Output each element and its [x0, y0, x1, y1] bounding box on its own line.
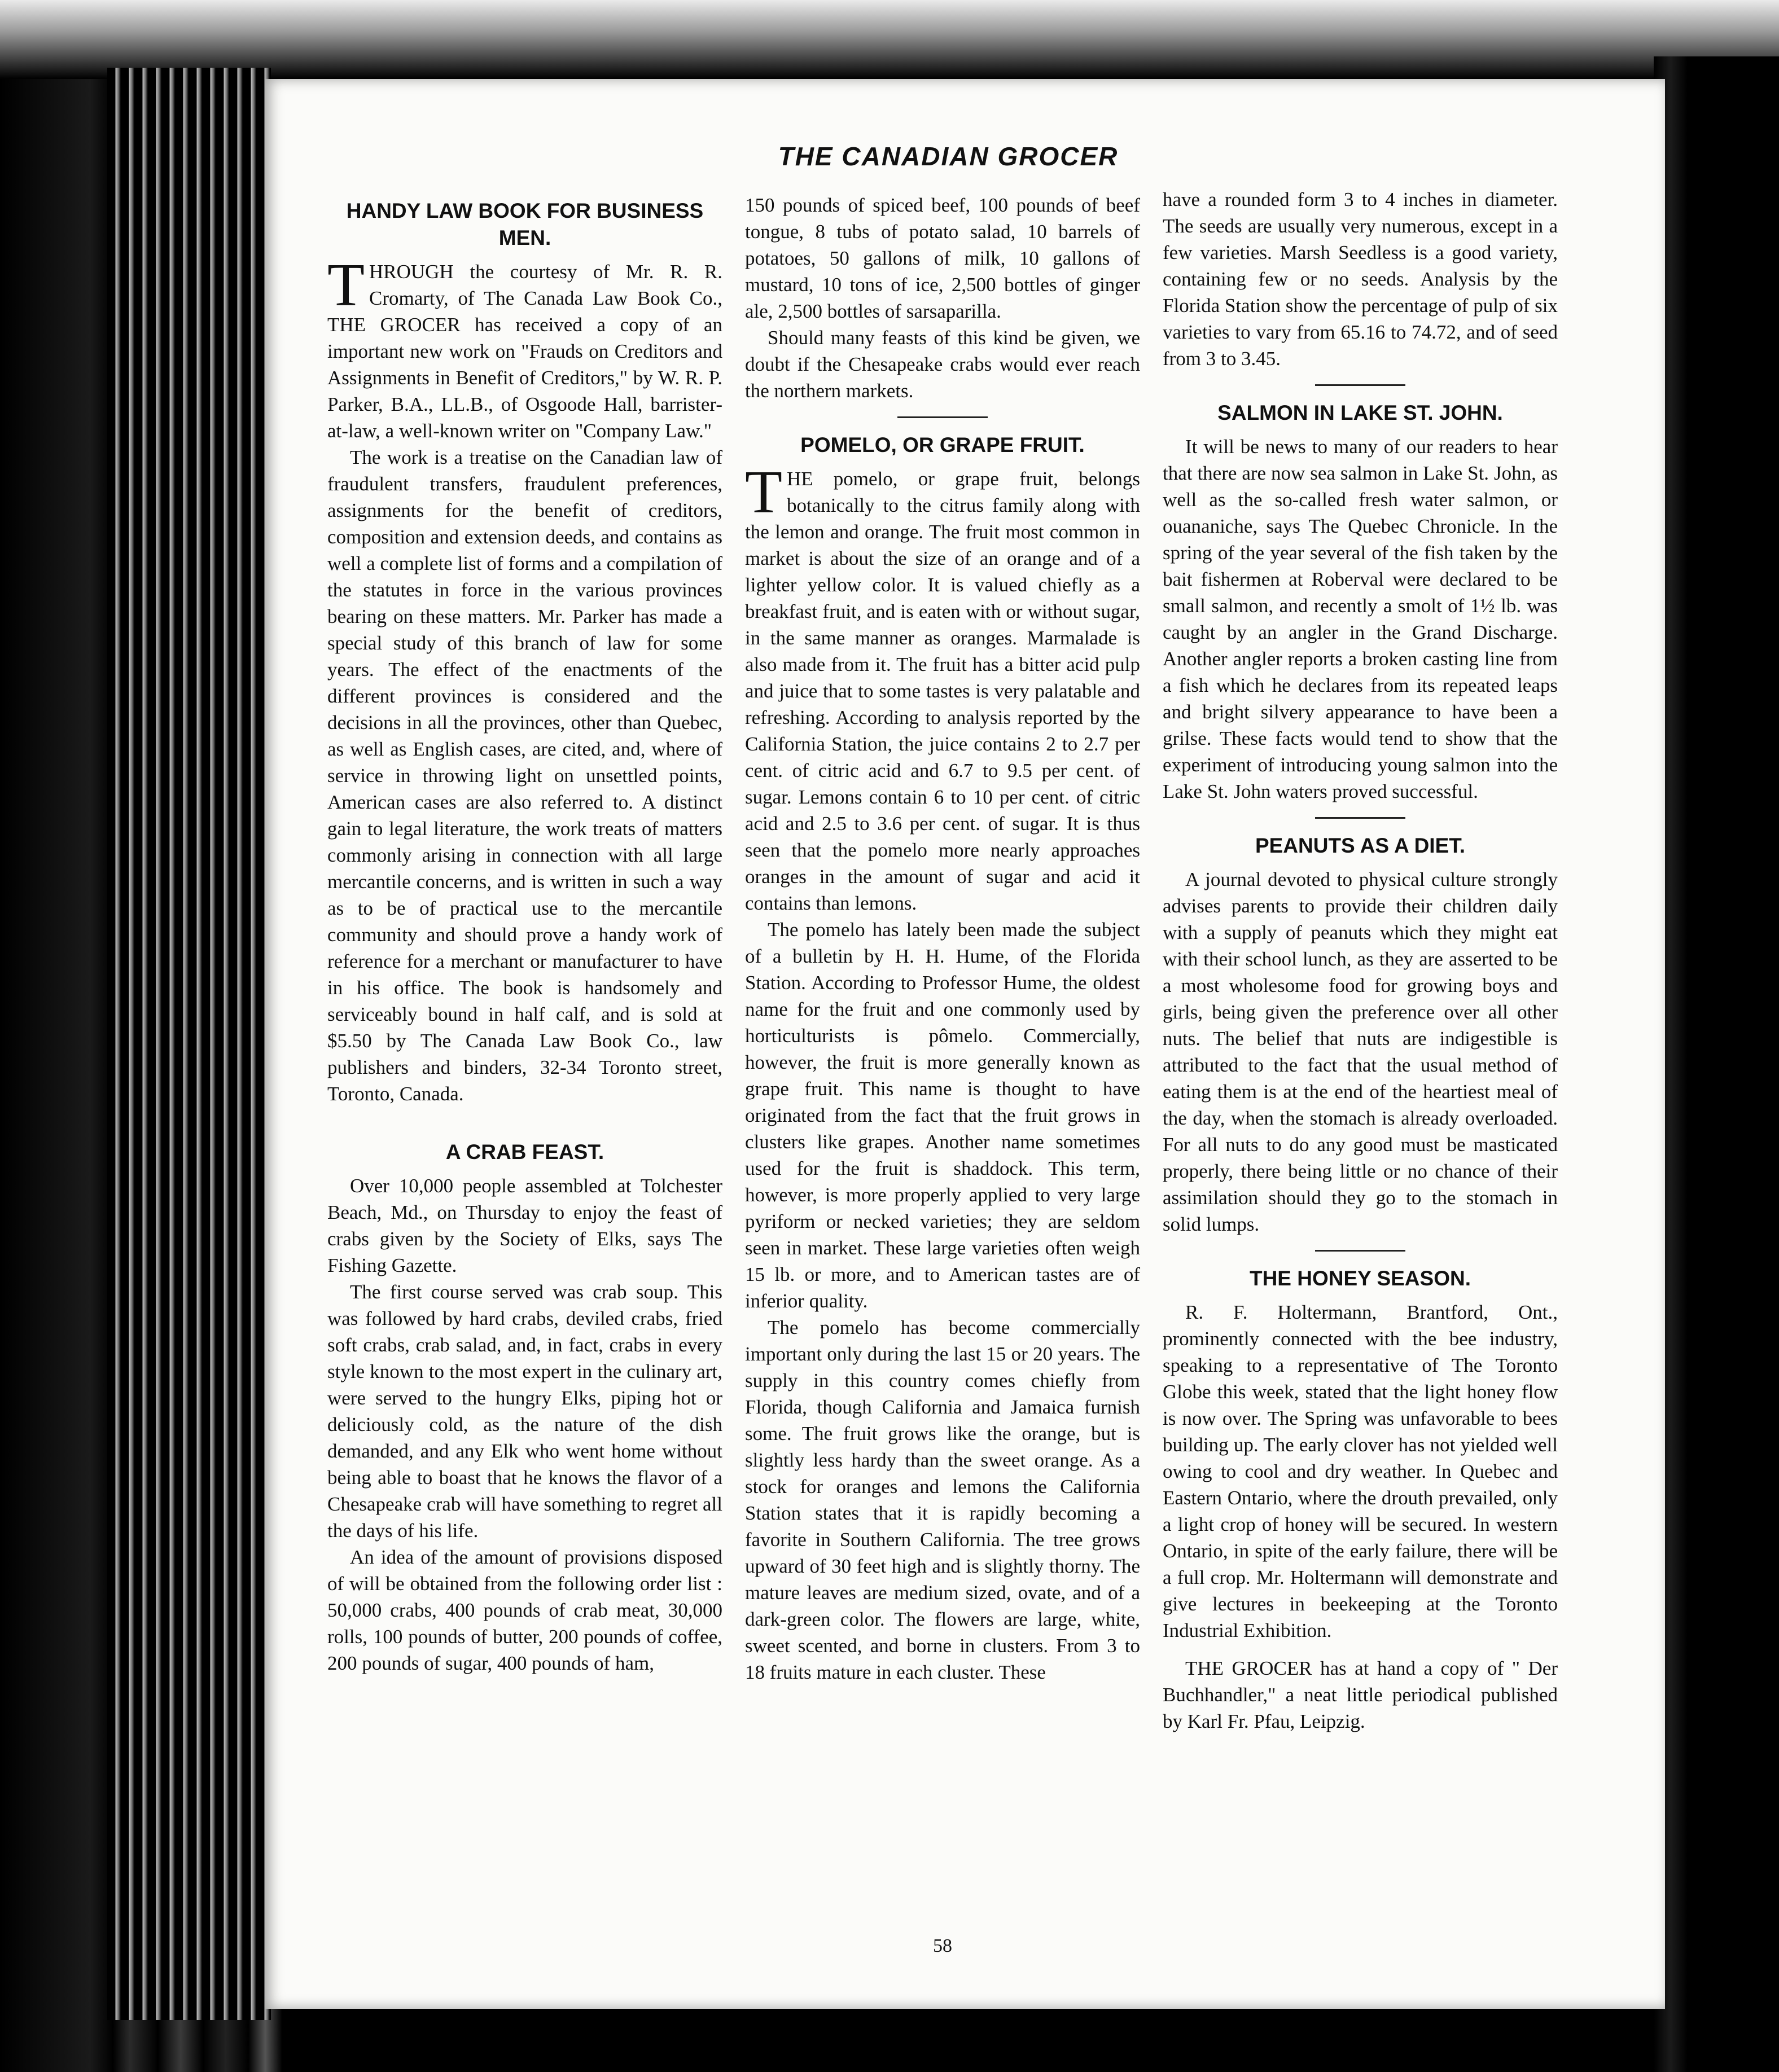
article-paragraph: The first course served was crab soup. This was followed by hard crabs, deviled crabs, fried soft crabs, crab salad, and, in fact, crabs in every style known to the most expert in the culinary art, were served to the hungry Elks, piping hot or deliciously cold, as the nature of the dish demanded, and any Elk who went home without being able to boast that he knows the flavor of a Chesapeake crab will have something to regret all the days of his life. — [327, 1281, 722, 1542]
article-paragraph: Over 10,000 people assembled at Tolchester Beach, Md., on Thursday to enjoy the feast of crabs given by the Society of Elks, says The Fishing Gazette. — [327, 1175, 722, 1276]
drop-cap: T — [327, 252, 365, 319]
article-title-peanuts: PEANUTS AS A DIET. — [1255, 834, 1466, 857]
article-paragraph: 150 pounds of spiced beef, 100 pounds of beef tongue, 8 tubs of potato salad, 10 barrels of potatoes, 50 gallons of milk, 10 gallons of mustard, 10 tons of ice, 2,500 bottles of ginger ale, 2,500 bottles of sarsaparilla. — [745, 194, 1140, 322]
section-rule — [1315, 817, 1405, 819]
column-2 — [745, 192, 1140, 1685]
section-rule — [1315, 1250, 1405, 1252]
article-paragraph — [327, 252, 722, 444]
paragraph-text: HE pomelo, or grape fruit, belongs botanically to the citrus family along with the lemon and orange. The fruit most common in market is about the size of an orange and of a lighter yellow color. It is valued chiefly as a breakfast fruit, and is eaten with or without sugar, in the same manner as oranges. Marmalade is also made from it. The fruit has a bitter acid pulp and juice that to some tastes is very palatable and refreshing. According to analysis reported by the California Station, the juice contains 2 to 2.7 per cent. of citric acid and 6.7 to 9.5 per cent. of sugar. Lemons contain 6 to 10 per cent. of citric acid and 2.5 to 3.6 per cent. of sugar. It is thus seen that the pomelo more nearly approaches oranges in the amount of sugar and acid it contains than lemons. — [745, 468, 1140, 914]
paragraph-text: HROUGH the courtesy of Mr. R. R. Cromarty, of The Canada Law Book Co., THE GROCER has received a copy of an important new work on "Frauds on Creditors and Assignments in Benefit of Creditors," by W. R. P. Parker, B.A., LL.B., of Osgoode Hall, barrister-at-law, a well-known writer on "Company Law." — [327, 261, 722, 442]
drop-cap: T — [745, 459, 782, 526]
article-paragraph: THE GROCER has at hand a copy of " Der Buchhandler," a neat little periodical published by Karl Fr. Pfau, Leipzig. — [1163, 1657, 1558, 1732]
page-number: 58 — [933, 1935, 952, 1956]
article-paragraph: The pomelo has become commercially important only during the last 15 or 20 years. The supply in this country comes chiefly from Florida, though California and Jamaica furnish some. The fruit grows like the orange, but is slightly less hardy than the sweet orange. As a stock for oranges and lemons the California Station states that it is rapidly becoming a favorite in Southern California. The tree grows upward of 30 feet high and is slightly thorny. The mature leaves are medium sized, ovate, and of a dark-green color. The flowers are large, white, sweet scented, and borne in clusters. From 3 to 18 fruits mature in each cluster. These — [745, 1316, 1140, 1683]
column-3 — [1163, 186, 1558, 1735]
article-paragraph: An idea of the amount of provisions disposed of will be obtained from the following order list : 50,000 crabs, 400 pounds of crab meat, 30,000 rolls, 100 pounds of butter, 200 pounds of coffee, 200 pounds of sugar, 400 pounds of ham, — [327, 1546, 722, 1674]
running-head: THE CANADIAN GROCER — [778, 142, 1119, 171]
column-1 — [327, 197, 722, 1676]
article-paragraph: It will be news to many of our readers to hear that there are now sea salmon in Lake St. John, as well as the so-called fresh water salmon, or ouananiche, says The Quebec Chronicle. In the spring of the year several of the fish taken by the bait fishermen at Roberval were declared to be small salmon, and recently a smolt of 1½ lb. was caught by an angler in the Grand Discharge. Another angler reports a broken casting line from a fish which he declares from its repeated leaps and bright silvery appearance to have been a grilse. These facts would tend to show that the experiment of introducing young salmon into the Lake St. John waters proved successful. — [1163, 436, 1558, 802]
article-title-honey: THE HONEY SEASON. — [1249, 1267, 1471, 1290]
book-page-edges — [107, 68, 271, 2020]
section-rule — [897, 416, 988, 418]
article-paragraph: R. F. Holtermann, Brantford, Ont., prominently connected with the bee industry, speaking to a representative of The Toronto Globe this week, stated that the light honey flow is now over. The Spring was unfavorable to bees building up. The early clover has not yielded well owing to cool and dry weather. In Quebec and Eastern Ontario, where the drouth prevailed, only a light crop of honey will be secured. In western Ontario, in spite of the early failure, there will be a full crop. Mr. Holtermann will demonstrate and give lectures in beekeeping at the Toronto Industrial Exhibition. — [1163, 1301, 1558, 1641]
article-title-salmon: SALMON IN LAKE ST. JOHN. — [1217, 401, 1503, 424]
article-title-law-book: HANDY LAW BOOK FOR BUSINESS MEN. — [346, 199, 704, 249]
article-paragraph: have a rounded form 3 to 4 inches in diameter. The seeds are usually very numerous, except in a few varieties. Marsh Seedless is a good variety, containing few or no seeds. Analysis by the Florida Station show the percentage of pulp of six varieties to vary from 65.16 to 74.72, and of seed from 3 to 3.45. — [1163, 188, 1558, 370]
article-title-crab-feast: A CRAB FEAST. — [445, 1140, 604, 1164]
book-page — [265, 79, 1665, 2009]
section-rule — [1315, 384, 1405, 386]
article-paragraph: The work is a treatise on the Canadian law of fraudulent transfers, fraudulent preferences, assignments for the benefit of creditors, composition and extension deeds, and contains as well a complete list of forms and a compilation of the statutes in force in the various provinces bearing on these matters. Mr. Parker has made a special study of this branch of law for some years. The effect of the enactments of the different provinces is considered and the decisions in all the provinces, other than Quebec, as well as English cases, are cited, and, where of service in throwing light on unsettled points, American cases are also referred to. A distinct gain to legal literature, the work treats of matters commonly arising in connection with all large mercantile concerns, and is written in such a way as to be of practical use to the mercantile community and should prove a handy work of reference for a merchant or manufacturer to have in his office. The book is handsomely and serviceably bound in half calf, and is sold at $5.50 by The Canada Law Book Co., law publishers and binders, 32-34 Toronto street, Toronto, Canada. — [327, 446, 722, 1105]
article-paragraph: Should many feasts of this kind be given, we doubt if the Chesapeake crabs would ever reach the northern markets. — [745, 327, 1140, 402]
scan-top-edge — [0, 0, 1779, 79]
article-paragraph — [745, 459, 1140, 916]
article-paragraph: A journal devoted to physical culture strongly advises parents to provide their children daily with a supply of peanuts which they might eat with their school lunch, as they are asserted to be a most wholesome food for growing boys and girls, being given the preference over all other nuts. The belief that nuts are indigestible is attributed to the fact that the usual method of eating them is at the end of the heartiest meal of the day, when the stomach is already overloaded. For all nuts to do any good must be masticated properly, there being little or no chance of their assimilation should they go to the stomach in solid lumps. — [1163, 868, 1558, 1235]
article-title-pomelo: POMELO, OR GRAPE FRUIT. — [800, 433, 1085, 456]
book-right-edge — [1654, 56, 1779, 2072]
article-paragraph: The pomelo has lately been made the subject of a bulletin by H. H. Hume, of the Florida Station. According to Professor Hume, the oldest name for the fruit and one commonly used by horticulturists is pômelo. Commercially, however, the fruit is more generally known as grape fruit. This name is thought to have originated from the fact that the fruit grows in clusters like grapes. Another name sometimes used for the fruit is shaddock. This term, however, is more properly applied to very large pyriform or necked varieties; they are seldom seen in market. These large varieties often weigh 15 lb. or more, and to American tastes are of inferior quality. — [745, 919, 1140, 1312]
